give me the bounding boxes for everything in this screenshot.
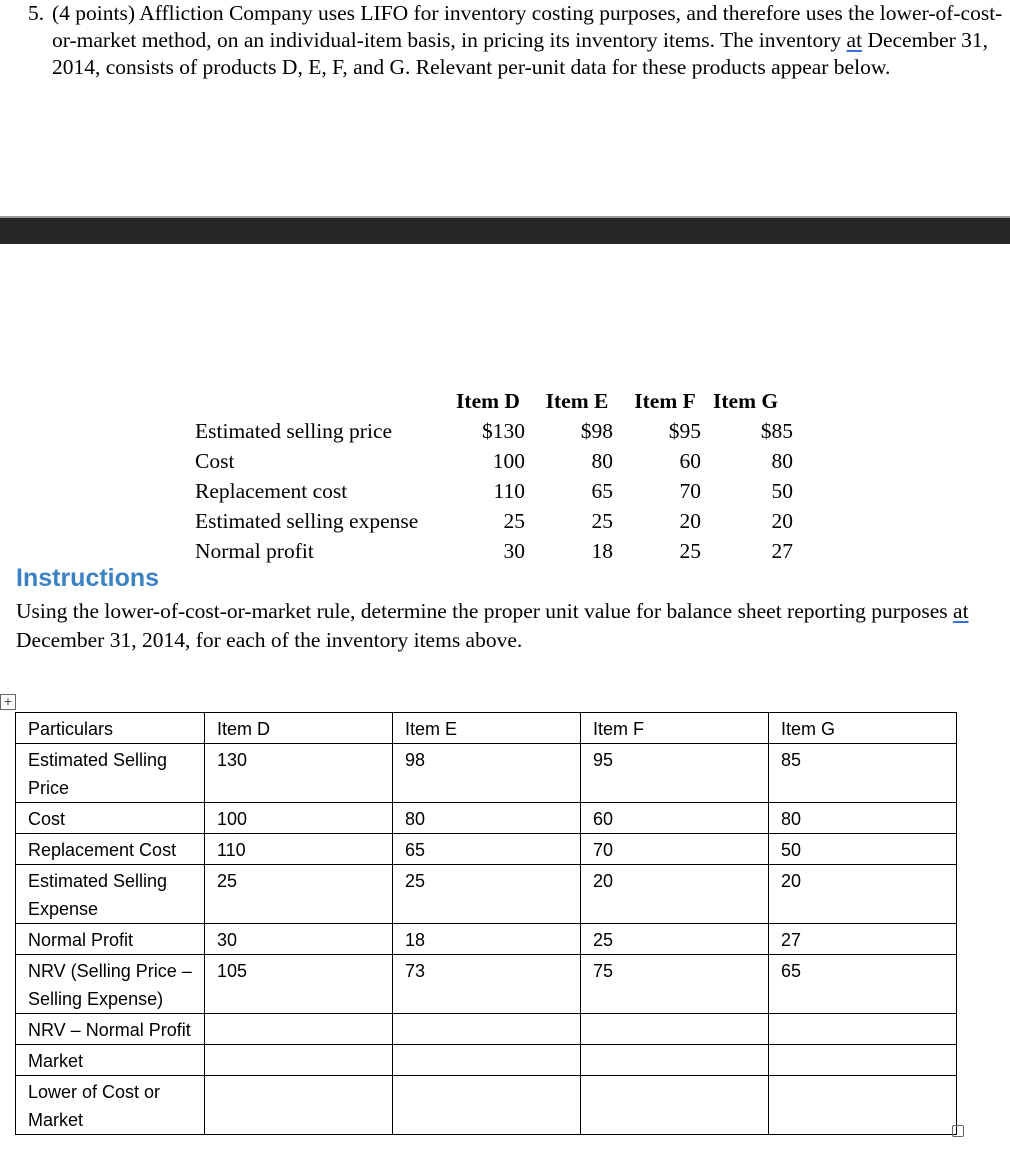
answer-row-label[interactable]: Normal Profit xyxy=(16,924,205,955)
answer-header-cell[interactable]: Item F xyxy=(581,713,769,744)
cell-value: 30 xyxy=(503,539,525,563)
cell-value: 50 xyxy=(771,479,793,503)
move-handle-icon[interactable]: + xyxy=(0,694,16,710)
answer-cell[interactable]: 75 xyxy=(581,955,769,1014)
cell-value: 27 xyxy=(771,539,793,563)
answer-cell[interactable] xyxy=(581,1014,769,1045)
answer-cell[interactable]: 110 xyxy=(205,834,393,865)
question-intro: (4 points) Affliction Company uses LIFO for inventory costing purposes, and therefore uses the lower-of-cost-or-market method, on an individual-item basis, in pricing its inventory items. The inventory xyxy=(52,1,1003,52)
answer-row-label[interactable]: NRV – Normal Profit xyxy=(16,1014,205,1045)
cell-value: $85 xyxy=(760,419,793,443)
row-label: Normal profit xyxy=(195,539,314,563)
answer-row-label[interactable]: Lower of Cost or Market xyxy=(16,1076,205,1135)
cell-value: 20 xyxy=(679,509,701,533)
answer-cell[interactable]: 25 xyxy=(581,924,769,955)
resize-handle-icon[interactable] xyxy=(952,1125,964,1137)
row-label: Estimated selling price xyxy=(195,419,393,443)
answer-cell[interactable] xyxy=(393,1045,581,1076)
header-item-e: Item E xyxy=(545,389,609,413)
answer-cell[interactable]: 80 xyxy=(393,803,581,834)
data-row xyxy=(195,536,815,566)
data-row xyxy=(195,506,815,536)
cell-value: 65 xyxy=(591,479,613,503)
answer-row-label[interactable]: NRV (Selling Price – Selling Expense) xyxy=(16,955,205,1014)
answer-cell[interactable] xyxy=(205,1014,393,1045)
answer-cell[interactable] xyxy=(581,1076,769,1135)
answer-cell[interactable]: 85 xyxy=(769,744,957,803)
answer-cell[interactable]: 73 xyxy=(393,955,581,1014)
cell-value: 25 xyxy=(591,509,613,533)
answer-row xyxy=(16,924,957,955)
answer-cell[interactable]: 65 xyxy=(393,834,581,865)
cell-value: $130 xyxy=(482,419,525,443)
data-row xyxy=(195,416,815,446)
embedded-dark-bar xyxy=(0,216,1010,244)
answer-header-cell[interactable]: Particulars xyxy=(16,713,205,744)
answer-cell[interactable]: 80 xyxy=(769,803,957,834)
cell-value: 100 xyxy=(492,449,525,473)
answer-cell[interactable]: 95 xyxy=(581,744,769,803)
cell-value: $95 xyxy=(668,419,701,443)
answer-cell[interactable]: 65 xyxy=(769,955,957,1014)
data-table xyxy=(195,386,815,566)
answer-header-cell[interactable]: Item G xyxy=(769,713,957,744)
cell-value: $98 xyxy=(580,419,613,443)
answer-cell[interactable]: 50 xyxy=(769,834,957,865)
answer-row-label[interactable]: Estimated Selling Price xyxy=(16,744,205,803)
cell-value: 60 xyxy=(679,449,701,473)
row-label: Cost xyxy=(195,449,235,473)
answer-cell[interactable] xyxy=(205,1076,393,1135)
answer-cell[interactable] xyxy=(393,1014,581,1045)
instructions-heading: Instructions xyxy=(16,564,160,592)
answer-cell[interactable]: 20 xyxy=(769,865,957,924)
answer-cell[interactable] xyxy=(393,1076,581,1135)
cell-value: 80 xyxy=(591,449,613,473)
data-row xyxy=(195,446,815,476)
answer-cell[interactable]: 25 xyxy=(393,865,581,924)
header-item-g: Item G xyxy=(713,389,779,413)
instructions-after: December 31, 2014, for each of the inventory items above. xyxy=(16,628,523,652)
answer-row-label[interactable]: Market xyxy=(16,1045,205,1076)
instructions-link-word[interactable]: at xyxy=(953,599,969,623)
answer-row xyxy=(16,1045,957,1076)
answer-table xyxy=(15,712,957,1135)
answer-header-cell[interactable]: Item D xyxy=(205,713,393,744)
cell-value: 25 xyxy=(679,539,701,563)
answer-cell[interactable]: 60 xyxy=(581,803,769,834)
cell-value: 110 xyxy=(493,479,525,503)
answer-row xyxy=(16,1076,957,1135)
header-item-d: Item D xyxy=(456,389,520,413)
answer-cell[interactable]: 25 xyxy=(205,865,393,924)
answer-header-cell[interactable]: Item E xyxy=(393,713,581,744)
answer-cell[interactable] xyxy=(769,1014,957,1045)
answer-cell[interactable] xyxy=(769,1045,957,1076)
cell-value: 20 xyxy=(771,509,793,533)
question-number: 5. xyxy=(28,1,45,25)
instructions-before: Using the lower-of-cost-or-market rule, determine the proper unit value for balance sheet reporting purposes xyxy=(16,599,954,623)
question-rest: December 31, 2014, consists of products D, E, F, and G. Relevant per-unit data for these products appear below. xyxy=(52,28,989,79)
question-text xyxy=(28,0,1003,81)
row-label: Estimated selling expense xyxy=(195,509,419,533)
answer-cell[interactable]: 130 xyxy=(205,744,393,803)
instructions-text xyxy=(16,597,996,655)
answer-row xyxy=(16,1014,957,1045)
answer-row xyxy=(16,803,957,834)
answer-cell[interactable]: 105 xyxy=(205,955,393,1014)
answer-cell[interactable] xyxy=(769,1076,957,1135)
row-label: Replacement cost xyxy=(195,479,348,503)
answer-cell[interactable]: 98 xyxy=(393,744,581,803)
answer-row xyxy=(16,865,957,924)
answer-row xyxy=(16,834,957,865)
answer-row xyxy=(16,955,957,1014)
cell-value: 18 xyxy=(591,539,613,563)
cell-value: 25 xyxy=(503,509,525,533)
answer-row-label[interactable]: Replacement Cost xyxy=(16,834,205,865)
answer-cell[interactable] xyxy=(581,1045,769,1076)
answer-cell[interactable]: 18 xyxy=(393,924,581,955)
answer-row-label[interactable]: Estimated Selling Expense xyxy=(16,865,205,924)
answer-cell[interactable] xyxy=(205,1045,393,1076)
answer-row-label[interactable]: Cost xyxy=(16,803,205,834)
answer-cell[interactable]: 100 xyxy=(205,803,393,834)
cell-value: 70 xyxy=(679,479,701,503)
answer-cell[interactable]: 30 xyxy=(205,924,393,955)
answer-cell[interactable]: 20 xyxy=(581,865,769,924)
data-table-header xyxy=(195,386,815,416)
question-link-word[interactable]: at xyxy=(846,28,863,52)
answer-header-row xyxy=(16,713,957,744)
cell-value: 80 xyxy=(771,449,793,473)
answer-cell[interactable]: 27 xyxy=(769,924,957,955)
data-row xyxy=(195,476,815,506)
answer-row xyxy=(16,744,957,803)
answer-cell[interactable]: 70 xyxy=(581,834,769,865)
header-item-f: Item F xyxy=(634,389,696,413)
